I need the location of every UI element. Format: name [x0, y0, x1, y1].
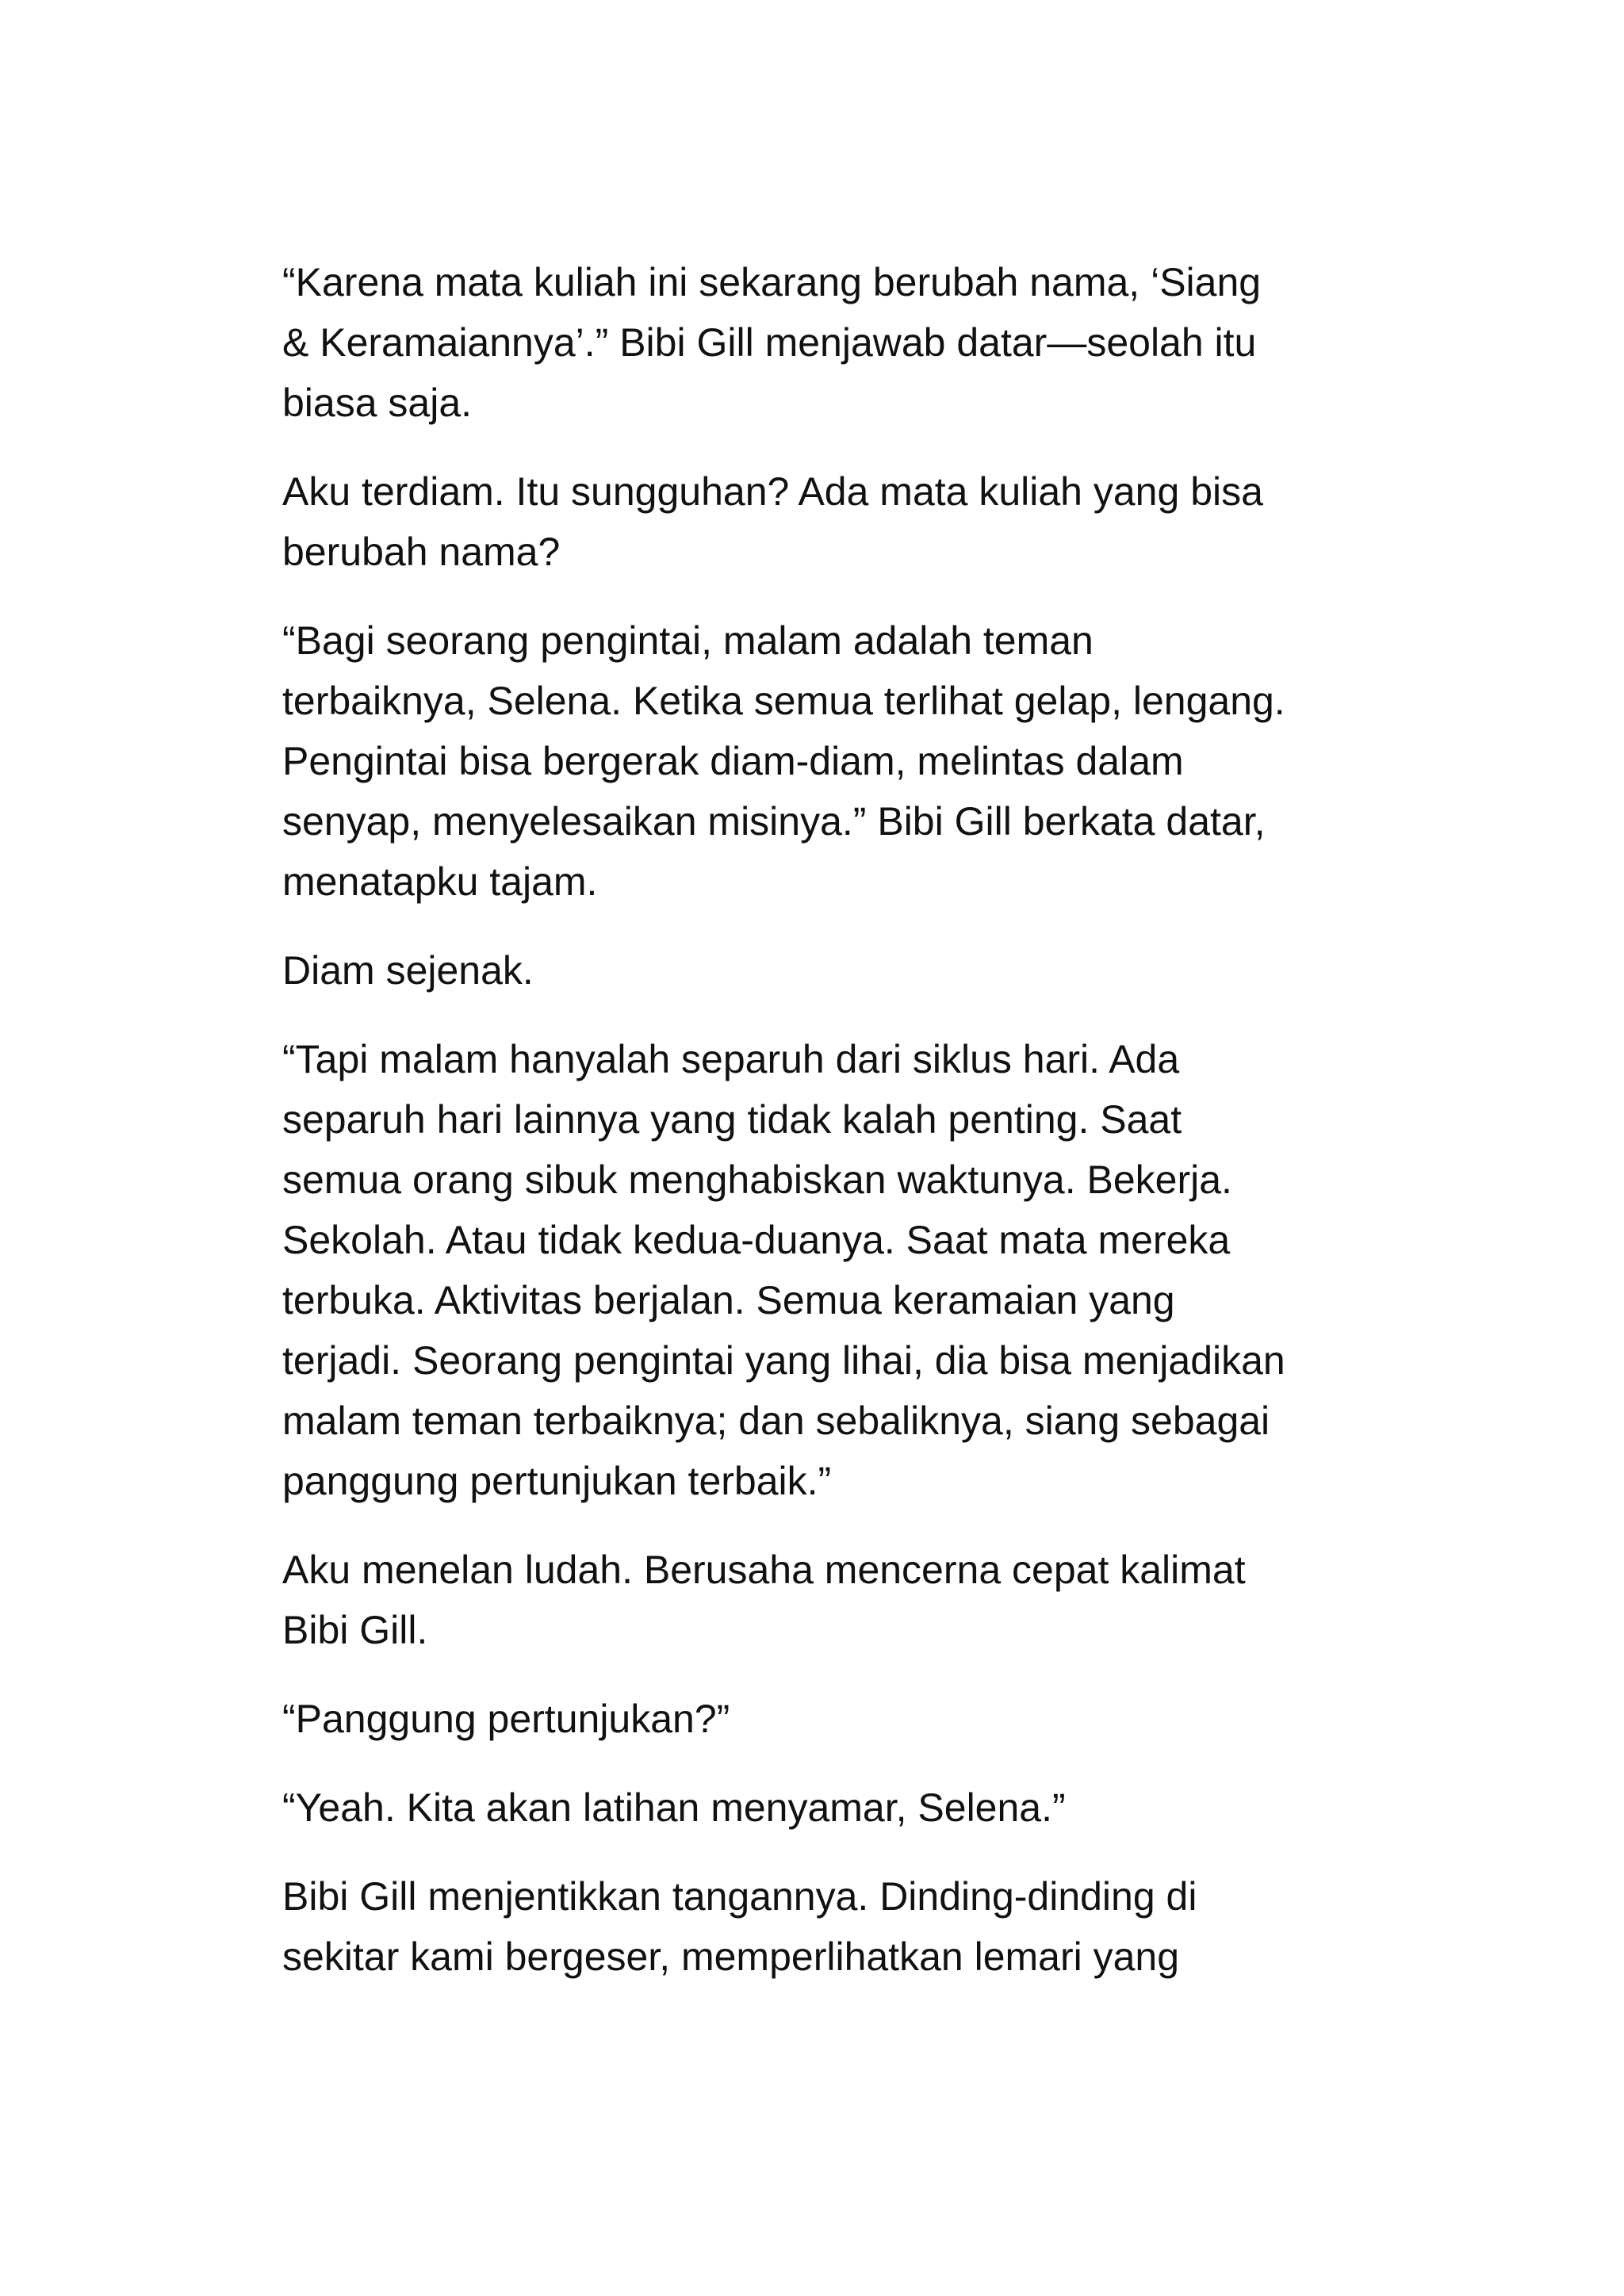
text-line: sekitar kami bergeser, memperlihatkan lemari yang — [282, 1934, 1180, 1979]
paragraph-7 — [282, 1689, 1361, 1749]
text-line: “Tapi malam hanyalah separuh dari siklus hari. Ada — [282, 1037, 1180, 1081]
text-line: “Bagi seorang pengintai, malam adalah teman — [282, 618, 1094, 663]
text-line: Bibi Gill menjentikkan tangannya. Dinding-dinding di — [282, 1874, 1197, 1919]
text-line: Bibi Gill. — [282, 1608, 428, 1652]
text-line: Aku menelan ludah. Berusaha mencerna cepat kalimat — [282, 1548, 1246, 1592]
body-text — [282, 252, 1361, 2015]
paragraph-8 — [282, 1777, 1361, 1838]
paragraph-3 — [282, 610, 1361, 912]
text-line: terjadi. Seorang pengintai yang lihai, dia bisa menjadikan — [282, 1338, 1285, 1383]
text-line: Diam sejenak. — [282, 948, 534, 993]
paragraph-9 — [282, 1866, 1361, 1987]
text-line: berubah nama? — [282, 530, 561, 574]
text-line: & Keramaiannya’.” Bibi Gill menjawab datar—seolah itu — [282, 320, 1257, 365]
paragraph-2 — [282, 461, 1361, 582]
text-line: separuh hari lainnya yang tidak kalah penting. Saat — [282, 1097, 1182, 1142]
text-line: terbaiknya, Selena. Ketika semua terlihat gelap, lengang. — [282, 679, 1285, 723]
text-line: Sekolah. Atau tidak kedua-duanya. Saat mata mereka — [282, 1218, 1231, 1262]
text-line: “Karena mata kuliah ini sekarang berubah nama, ‘Siang — [282, 260, 1262, 304]
text-line: senyap, menyelesaikan misinya.” Bibi Gill berkata datar, — [282, 799, 1266, 844]
text-line: Aku terdiam. Itu sungguhan? Ada mata kuliah yang bisa — [282, 469, 1263, 514]
paragraph-6 — [282, 1540, 1361, 1660]
text-line: semua orang sibuk menghabiskan waktunya. Bekerja. — [282, 1158, 1232, 1202]
text-line: “Yeah. Kita akan latihan menyamar, Selena.” — [282, 1785, 1066, 1830]
text-line: Pengintai bisa bergerak diam-diam, melintas dalam — [282, 739, 1184, 783]
paragraph-4 — [282, 940, 1361, 1001]
paragraph-1 — [282, 252, 1361, 433]
text-line: panggung pertunjukan terbaik.” — [282, 1459, 832, 1503]
text-line: menatapku tajam. — [282, 859, 598, 904]
paragraph-5 — [282, 1029, 1361, 1511]
text-line: terbuka. Aktivitas berjalan. Semua keramaian yang — [282, 1278, 1175, 1322]
text-line: biasa saja. — [282, 381, 473, 425]
text-line: “Panggung pertunjukan?” — [282, 1697, 730, 1741]
text-line: malam teman terbaiknya; dan sebaliknya, siang sebagai — [282, 1399, 1270, 1443]
